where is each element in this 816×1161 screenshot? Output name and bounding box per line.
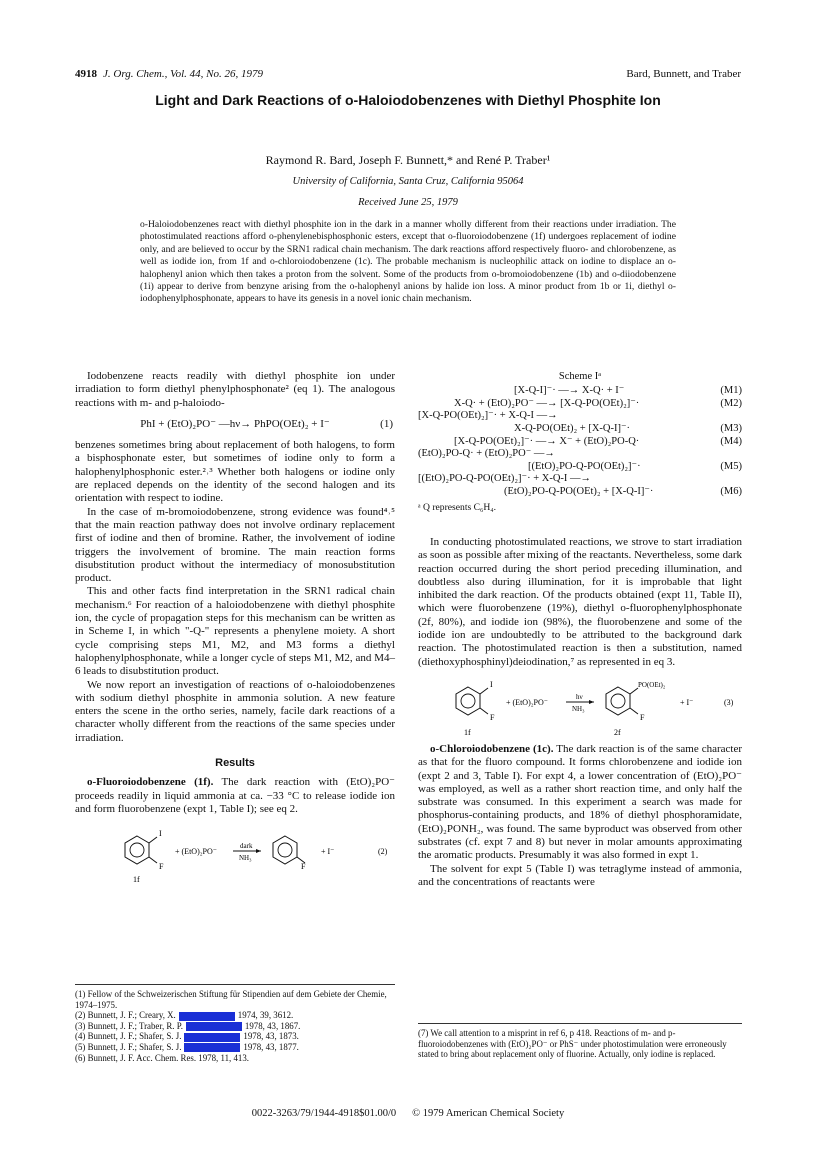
footnote: (5) Bunnett, J. F.; Shafer, S. J. 1978, 43, 1877. [75, 1041, 299, 1052]
equation-3-structures [418, 675, 742, 737]
eq3-compound-right: 2f [614, 727, 621, 737]
footnote: (7) We call attention to a misprint in ref 6, p 418. Reactions of m- and p-fluoroiodobenzenes with (EtO)₂PO⁻ or PhS⁻ under photostimulation were erroneously stated to bring about replacement only of fluorine. Actually, only iodine is replaced. [418, 1028, 727, 1060]
subheading: o-Chloroiodobenzene (1c). [430, 742, 554, 755]
scheme-label: (M3) [720, 423, 742, 435]
eq3-label-f: F [490, 712, 495, 722]
scheme-eq: [(EtO)₂PO-Q-PO(OEt)₂]⁻· [528, 460, 641, 472]
paragraph: benzenes sometimes bring about replacement of both halogens, to form a bisphosphonate ester, but sometimes of iodine only to form a halophenylphosphonic ester.²˒³ Whether both halogens or iodine only are replaced depends on the identity of the second halogen and its orientation with respect to iodine. [75, 439, 395, 505]
section-heading-results: Results [215, 757, 255, 770]
redaction-bar [184, 1033, 240, 1042]
paragraph [418, 743, 742, 863]
scheme-title: Scheme Iᵃ [558, 371, 602, 382]
subheading: o-Fluoroiodobenzene (1f). [87, 776, 214, 789]
benzene-ring-icon [456, 687, 488, 715]
benzene-ring-icon [606, 687, 638, 715]
scheme-label [702, 410, 742, 423]
scheme-line [418, 423, 742, 436]
footnote: (1) Fellow of the Schweizerischen Stiftung für Stipendien auf dem Gebiete der Chemie, 1974–1975. [75, 989, 387, 1010]
eq3-reagent: + (EtO)₂PO⁻ [506, 697, 548, 707]
scheme-line [418, 385, 742, 398]
scheme-eq: [(EtO)₂PO-Q-PO(OEt)₂]⁻· + X-Q-I —→ [418, 473, 592, 485]
footnote: (3) Bunnett, J. F.; Traber, R. P. 1978, 43, 1867. [75, 1020, 301, 1031]
scheme-line [418, 486, 742, 499]
equation-1 [75, 418, 395, 431]
eq2-number: (2) [378, 847, 388, 857]
footnotes-right [418, 1023, 742, 1060]
page-footer [75, 1108, 741, 1119]
eq2-label-f: F [159, 862, 164, 872]
redaction-bar [184, 1043, 240, 1052]
scheme-line [418, 473, 742, 486]
right-column [418, 370, 742, 889]
paragraph: In the case of m-bromoiodobenzene, strong evidence was found⁴˒⁵ that the main reaction pathway does not involve ordinary replacement first of iodine and then of bromine. Rather, the involvement of iodine triggers the involvement of bromine. The main reaction forms disubstitution product without the intermediacy of monosubstitution product. [75, 505, 395, 585]
eq2-reagent: + (EtO)₂PO⁻ [175, 847, 217, 857]
equation-1-text: PhI + (EtO)₂PO⁻ —hν→ PhPO(OEt)₂ + I⁻ [140, 417, 330, 430]
redaction-bar [186, 1022, 242, 1031]
eq2-arrow-top: dark [240, 842, 253, 851]
paragraph: The solvent for expt 5 (Table I) was tetraglyme instead of ammonia, and the concentrations of reactants were [418, 862, 742, 888]
eq3-iodide: + I⁻ [680, 697, 694, 707]
eq2-label-f2: F [301, 862, 306, 872]
benzene-ring-icon [125, 836, 157, 864]
scheme-label: (M5) [720, 460, 742, 472]
received-date: Received June 25, 1979 [358, 197, 458, 208]
scheme-eq: [X-Q-I]⁻· —→ X-Q· + I⁻ [514, 385, 625, 397]
benzene-ring-icon [273, 836, 305, 864]
footnote: (6) Bunnett, J. F. Acc. Chem. Res. 1978, 11, 413. [75, 1052, 249, 1063]
running-authors: Bard, Bunnett, and Traber [626, 68, 741, 80]
scheme-line [418, 448, 742, 461]
scheme-label: (M6) [720, 486, 742, 498]
eq2-label-i: I [159, 829, 162, 839]
abstract: o-Haloiodobenzenes react with diethyl phosphite ion in the dark in a manner wholly different from their reactions under irradiation. The photostimulated reactions afford o-phenylenebisphosphonic esters, except that o-fluoroiodobenzene (1f) undergoes replacement of iodine only, and are believed to occur by the SRN1 radical chain mechanism. The dark reactions afford respectively fluoro- and chlorobenzene, as well as iodide ion, from 1f and o-chloroiodobenzene (1c). The probable mechanism is nucleophilic attack on iodine to displace an o-halophenyl anion which then takes a proton from the solvent. Some of the products from o-bromoiodobenzene (1b) and o-diiodobenzene (1i) appear to derive from benzyne arising from the o-halophenyl anions by halide ion loss. A minor product from 1b or 1i, diethyl o-iodophenylphosphonate, appears to have its genesis in a novel ionic chain mechanism. [140, 219, 676, 305]
eq3-label-f2: F [640, 712, 645, 722]
scheme-label: (M2) [720, 397, 742, 409]
paragraph [75, 776, 395, 816]
redaction-bar [179, 1012, 235, 1021]
equation-2-structures [75, 822, 395, 884]
footnote: (4) Bunnett, J. F.; Shafer, S. J. 1978, 43, 1873. [75, 1031, 299, 1042]
eq3-compound-left: 1f [464, 727, 471, 737]
equation-3-figure [418, 675, 742, 737]
scheme-line [418, 410, 742, 423]
scheme-label [702, 448, 742, 461]
eq3-arrow-bottom: NH₃ [572, 704, 585, 713]
paragraph: In conducting photostimulated reactions, we strove to start irradiation as soon as possible after mixing of the reactants. Nevertheless, some dark reaction occurred during the short period preceding illumination, and doubtless also during illumination, for it is improbable that light inhibited the dark reaction. Of the products obtained (expt 11, Table II), which were fluorobenzene (19%), diethyl o-fluorophenylphosphonate (2f, 80%), and iodide ion (98%), the fluorobenzene and some of the iodide ion are undoubtedly to be attributed to the background dark reaction. The photostimulated reaction is then a substitution, named (diethoxyphosphinyl)deiodination,⁷ as represented in eq 3. [418, 535, 742, 668]
equation-2-figure [75, 822, 395, 884]
footnote: (2) Bunnett, J. F.; Creary, X. 1974, 39, 3612. [75, 1010, 294, 1021]
article-title: Light and Dark Reactions of o-Haloiodobenzenes with Diethyl Phosphite Ion [155, 92, 661, 108]
eq3-label-i: I [490, 679, 493, 689]
scheme-footnote: ᵃ Q represents C₆H₄. [418, 501, 497, 513]
affiliation: University of California, Santa Cruz, California 95064 [292, 176, 524, 187]
paragraph: Iodobenzene reacts readily with diethyl phosphite ion under irradiation to form diethyl phenylphosphonate² (eq 1). The analogous reactions with m- and p-haloiodo- [75, 370, 395, 409]
author-list: Raymond R. Bard, Joseph F. Bunnett,* and René P. Traber¹ [265, 153, 551, 167]
footnotes-left [75, 984, 395, 1063]
eq2-arrow-bottom: NH₃ [239, 854, 252, 863]
equation-1-number: (1) [380, 417, 393, 430]
paragraph-text: The dark reaction is of the same character as that for the fluoro compound. It forms chlorobenzene and iodide ion (expt 2 and 3, Table I). For expt 4, a lower concentration of (EtO)₂PO⁻ was employed, as well as a rather short reaction time, and only half the substrate was consumed. In this experiment a search was made for phosphorus-containing products, and 18% of diethyl phosphoramidate, (EtO)₂PONH₂, was found. The same byproduct was observed from other substrates (cf. expt 7 and 8) but never in molar amounts approximating the aromatic products. Presumably it was also formed in expt 1. [418, 742, 742, 862]
scheme-line [418, 461, 742, 474]
journal-citation: J. Org. Chem., Vol. 44, No. 26, 1979 [103, 68, 264, 80]
scheme-eq: X-Q-PO(OEt)₂ + [X-Q-I]⁻· [514, 423, 631, 435]
paragraph: We now report an investigation of reactions of o-haloiodobenzenes with sodium diethyl phosphite in ammonia solution. A new feature enters the scene in the ortho series, namely, facile dark reactions of a character wholly different from the reactions of the same species under irradiation. [75, 678, 395, 744]
scheme-eq: [X-Q-PO(OEt)₂]⁻· + X-Q-I —→ [418, 410, 558, 422]
scheme-label [702, 473, 742, 486]
eq3-label-p: PO(OEt)₂ [638, 680, 666, 689]
page-number: 4918 [75, 68, 97, 80]
article-code: 0022-3263/79/1944-4918$01.00/0 [251, 1108, 397, 1119]
eq3-number: (3) [724, 697, 734, 707]
scheme-label: (M4) [720, 435, 742, 447]
scheme-label: (M1) [720, 385, 742, 397]
copyright: © 1979 American Chemical Society [412, 1108, 565, 1119]
scheme-line [418, 436, 742, 449]
paragraph: This and other facts find interpretation in the SRN1 radical chain mechanism.⁶ For reaction of a haloiodobenzene with diethyl phosphite ion, the cycle of propagation steps for this mechanism can be written as in Scheme I, in which "-Q-" represents a phenylene moiety. A short cycle comprising steps M1, M2, and M3 forms a diethyl halophenylphosphonate, while a longer cycle of steps M1, M2, and M4–6 leads to disubstitution product. [75, 585, 395, 678]
scheme-eq: (EtO)₂PO-Q· + (EtO)₂PO⁻ —→ [418, 448, 555, 460]
eq3-arrow-top: hν [576, 692, 583, 701]
scheme-eq: (EtO)₂PO-Q-PO(OEt)₂ + [X-Q-I]⁻· [504, 486, 654, 498]
left-column [75, 370, 395, 890]
scheme-eq: X-Q· + (EtO)₂PO⁻ —→ [X-Q-PO(OEt)₂]⁻· [454, 397, 640, 409]
eq2-iodide: + I⁻ [321, 847, 335, 857]
eq2-compound-label: 1f [133, 875, 140, 885]
scheme-eq: [X-Q-PO(OEt)₂]⁻· —→ X⁻ + (EtO)₂PO-Q· [454, 435, 640, 447]
page-header-left [75, 68, 263, 80]
scheme-line [418, 398, 742, 411]
paragraph-text: The dark reaction with (EtO)₂PO⁻ proceeds readily in liquid ammonia at ca. −33 °C to release iodide ion and form fluorobenzene (expt 1, Table I); see eq 2. [75, 776, 395, 815]
